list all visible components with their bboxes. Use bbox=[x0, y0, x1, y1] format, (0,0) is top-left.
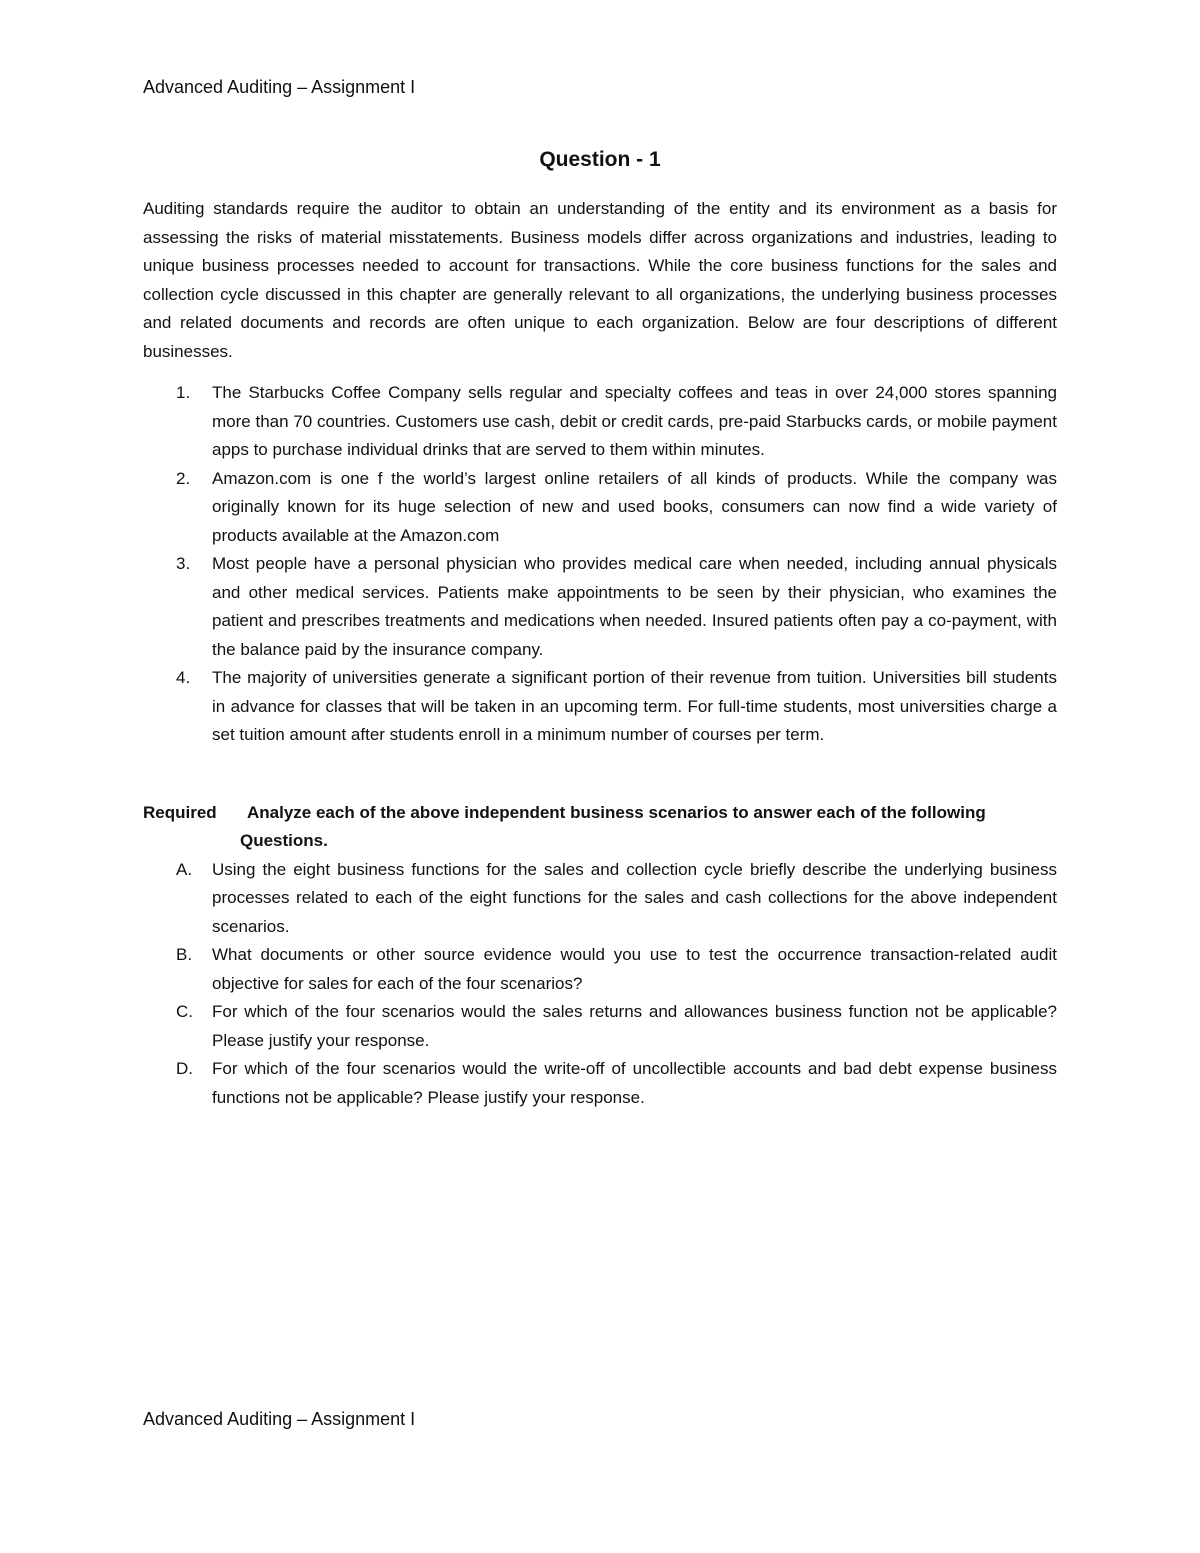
scenario-text: Most people have a personal physician who provides medical care when needed, including annual physicals and other medical services. Patients make appointments to be seen by their physician, who examines the patient and prescribes treatments and medications when needed. Insured patients often pay a co-payment, with the balance paid by the insurance company. bbox=[212, 554, 1057, 659]
question-text: For which of the four scenarios would the sales returns and allowances business function not be applicable? Please justify your response. bbox=[212, 1002, 1057, 1050]
scenario-text: Amazon.com is one f the world’s largest online retailers of all kinds of products. While the company was originally known for its huge selection of new and used books, consumers can now find a wide variety of products available at the Amazon.com bbox=[212, 468, 1057, 545]
question-letter: A. bbox=[176, 859, 193, 879]
required-instruction-continued: Questions. bbox=[240, 831, 328, 850]
scenario-item bbox=[143, 379, 1057, 465]
question-letter: B. bbox=[176, 945, 193, 964]
question-content bbox=[143, 195, 1057, 1112]
scenario-item bbox=[143, 465, 1057, 551]
required-label: Required bbox=[143, 802, 217, 822]
scenario-number: 3. bbox=[176, 554, 191, 573]
question-item bbox=[143, 998, 1057, 1055]
question-letter: D. bbox=[176, 1059, 193, 1078]
question-text: For which of the four scenarios would the write-off of uncollectible accounts and bad debt expense business functions not be applicable? Please justify your response. bbox=[212, 1059, 1057, 1107]
question-list bbox=[143, 856, 1057, 1113]
question-item bbox=[143, 941, 1057, 998]
question-text: What documents or other source evidence would you use to test the occurrence transaction-related audit objective for sales for each of the four scenarios? bbox=[212, 945, 1057, 993]
question-text: Using the eight business functions for the sales and collection cycle briefly describe the underlying business processes related to each of the eight functions for the sales and cash collections for the above independent scenarios. bbox=[212, 859, 1057, 936]
scenario-number: 1. bbox=[176, 383, 191, 402]
page-footer: Advanced Auditing – Assignment I bbox=[143, 1409, 416, 1429]
question-letter: C. bbox=[176, 1002, 193, 1021]
scenario-item bbox=[143, 664, 1057, 750]
required-section bbox=[143, 799, 1057, 856]
question-item bbox=[143, 1055, 1057, 1112]
page-header: Advanced Auditing – Assignment I bbox=[143, 77, 416, 97]
scenario-text: The Starbucks Coffee Company sells regular and specialty coffees and teas in over 24,000 stores spanning more than 70 countries. Customers use cash, debit or credit cards, pre-paid Starbucks cards, or mobile payment apps to purchase individual drinks that are served to them within minutes. bbox=[212, 383, 1057, 459]
required-instruction: Analyze each of the above independent business scenarios to answer each of the following bbox=[247, 802, 986, 822]
scenario-text: The majority of universities generate a significant portion of their revenue from tuition. Universities bill students in advance for classes that will be taken in an upcoming term. For full-time students, most universities charge a set tuition amount after students enroll in a minimum number of courses per term. bbox=[212, 668, 1057, 744]
question-item bbox=[143, 856, 1057, 942]
scenario-item bbox=[143, 550, 1057, 664]
question-title: Question - 1 bbox=[539, 148, 661, 171]
scenario-number: 4. bbox=[176, 668, 191, 687]
intro-paragraph: Auditing standards require the auditor to obtain an understanding of the entity and its environment as a basis for assessing the risks of material misstatements. Business models differ across organizations and industries, leading to unique business processes needed to account for transactions. While the core business functions for the sales and collection cycle discussed in this chapter are generally relevant to all organizations, the underlying business processes and related documents and records are often unique to each organization. Below are four descriptions of different businesses. bbox=[143, 199, 1057, 361]
scenario-list bbox=[143, 379, 1057, 750]
scenario-number: 2. bbox=[176, 468, 191, 488]
